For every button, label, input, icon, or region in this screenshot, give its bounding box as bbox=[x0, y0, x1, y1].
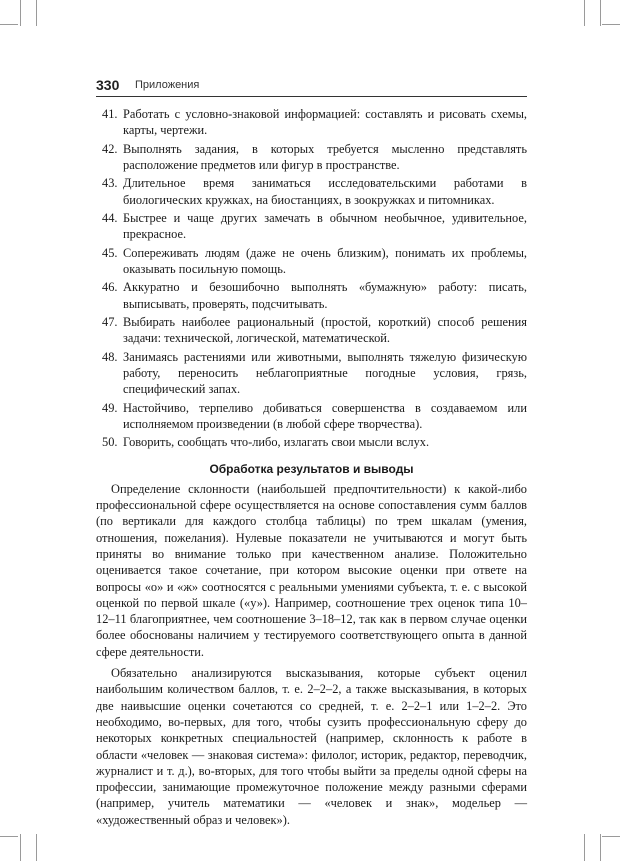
item-number: 50. bbox=[102, 435, 118, 450]
item-text: Выполнять задания, в которых требуется мысленно представлять расположение предметов или фигур в пространстве. bbox=[123, 141, 527, 172]
page-number: 330 bbox=[96, 77, 120, 93]
crop-mark bbox=[584, 834, 585, 861]
item-number: 49. bbox=[102, 400, 118, 415]
crop-mark bbox=[584, 0, 585, 26]
item-text: Длительное время заниматься исследовательскими работами в биологических кружках, на биостанциях, в зоокружках и питомниках. bbox=[123, 176, 527, 207]
item-number: 43. bbox=[102, 176, 118, 191]
item-text: Выбирать наиболее рациональный (простой, короткий) способ решения задачи: технической, логической, математической. bbox=[123, 315, 527, 346]
item-text: Аккуратно и безошибочно выполнять «бумажную» работу: писать, выписывать, проверять, подсчитывать. bbox=[123, 280, 527, 311]
crop-mark bbox=[20, 834, 21, 861]
paragraph: Определение склонности (наибольшей предпочтительности) к какой-либо профессиональной сфере осуществляется на основе сопоставления сумм баллов (по вертикали для каждого столбца таблицы) по трем шкалам (умения, отношения, пожелания). Нулевые показатели не учитываются и могут быть приняты во внимание только при качественном анализе. Положительно оценивается такое сочетание, при котором высокие оценки при ответе на вопросы «о» и «ж» соотносятся с реальными умениями субъекта, т. е. с высокой оценкой по первой шкале («у»). Например, соотношение трех оценок типа 10–12–11 благоприятнее, чем соотношение 3–18–12, так как в первом случае оценки более обоснованы наличием у тестируемого соответствующего опыта в данной сфере деятельности. bbox=[96, 481, 527, 659]
running-head: Приложения bbox=[135, 79, 200, 91]
list-item bbox=[96, 106, 527, 139]
item-number: 48. bbox=[102, 349, 118, 364]
crop-mark bbox=[602, 836, 620, 837]
item-text: Быстрее и чаще других замечать в обычном необычное, удивительное, прекрасное. bbox=[123, 211, 527, 242]
crop-mark bbox=[0, 24, 18, 25]
item-text: Работать с условно-знаковой информацией: составлять и рисовать схемы, карты, чертежи. bbox=[123, 107, 527, 138]
crop-mark bbox=[36, 0, 37, 26]
section-title: Обработка результатов и выводы bbox=[209, 461, 414, 476]
list-item bbox=[96, 245, 527, 278]
list-item bbox=[96, 349, 527, 398]
crop-mark bbox=[600, 0, 601, 26]
list-item bbox=[96, 434, 527, 450]
item-text: Сопереживать людям (даже не очень близким), понимать их проблемы, оказывать посильную помощь. bbox=[123, 245, 527, 277]
page-content bbox=[96, 106, 527, 828]
statement-list bbox=[96, 106, 527, 451]
item-text: Говорить, сообщать что-либо, излагать свои мысли вслух. bbox=[123, 435, 430, 450]
item-number: 47. bbox=[102, 315, 118, 330]
item-text: Занимаясь растениями или животными, выполнять тяжелую физическую работу, переносить неблагоприятные погодные условия, грязь, специфический запах. bbox=[123, 349, 527, 397]
list-item bbox=[96, 141, 527, 174]
item-number: 42. bbox=[102, 141, 118, 156]
paragraph: Обязательно анализируются высказывания, которые субъект оценил наибольшим количеством баллов, т. е. 2–2–2, а также высказывания, в которых две наивысшие оценки сочетаются со средней, т. е. 2–2–1 или 1–2–2. Это необходимо, во-первых, для того, чтобы сузить профессиональную сферу до некоторых конкретных специальностей (например, склонность к работе в области «человек — знаковая система»: филолог, историк, редактор, переводчик, журналист и т. д.), во-вторых, для того чтобы выйти за пределы одной сферы на профессии, занимающие промежуточное положение между разными сферами (например, учитель математики — «человек и знак», модельер — «художественный образ и человек»). bbox=[96, 666, 527, 827]
item-number: 44. bbox=[102, 211, 118, 226]
list-item bbox=[96, 400, 527, 433]
list-item bbox=[96, 279, 527, 312]
list-item bbox=[96, 314, 527, 347]
list-item bbox=[96, 175, 527, 208]
crop-mark bbox=[36, 834, 37, 861]
page-header bbox=[96, 76, 527, 97]
crop-mark bbox=[20, 0, 21, 26]
item-number: 41. bbox=[102, 107, 118, 121]
crop-mark bbox=[602, 24, 620, 25]
list-item bbox=[96, 210, 527, 243]
item-number: 46. bbox=[102, 280, 118, 295]
item-number: 45. bbox=[102, 245, 118, 260]
item-text: Настойчиво, терпеливо добиваться совершенства в создаваемом или исполняемом произведении (в любой сфере творчества). bbox=[123, 400, 527, 432]
crop-mark bbox=[600, 834, 601, 861]
crop-mark bbox=[0, 836, 18, 837]
